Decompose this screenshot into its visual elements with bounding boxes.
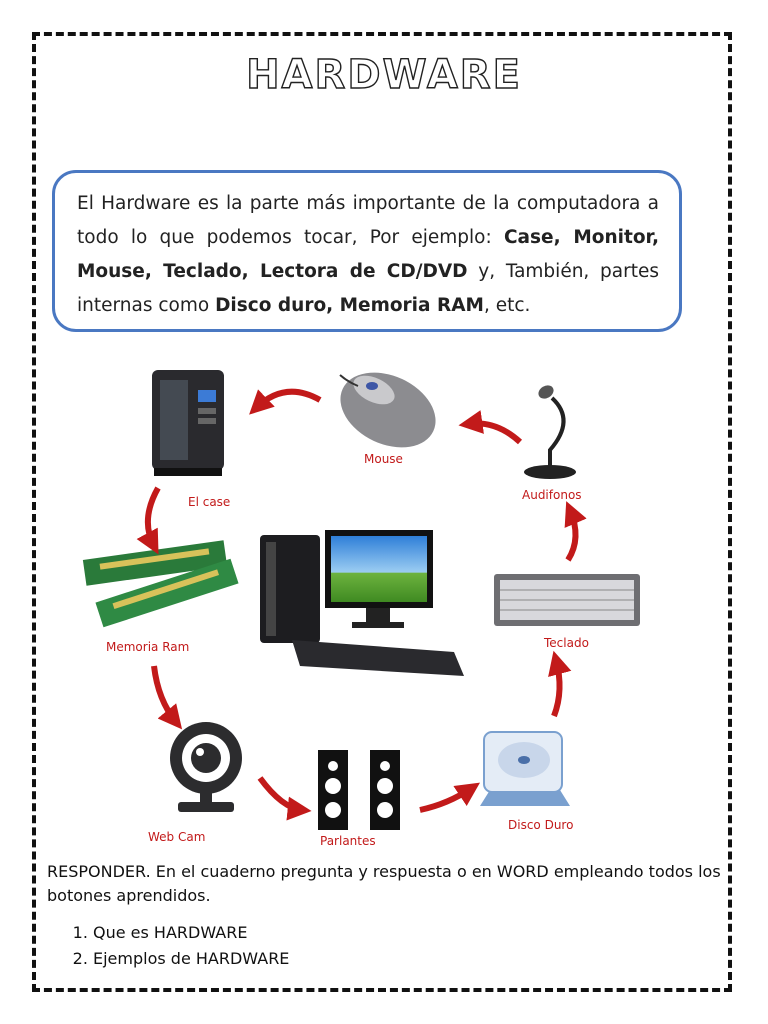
questions-list: [47, 920, 727, 972]
intro-bold-1: Case, Monitor, Mouse, Teclado, Lectora de CD/DVD: [77, 227, 659, 282]
instructions-block: [47, 860, 727, 972]
ram-icon: [83, 540, 239, 627]
case-icon: [152, 370, 224, 476]
question-item: 2. Ejemplos de HARDWARE: [93, 946, 727, 972]
label-parlantes: Parlantes: [320, 834, 376, 848]
intro-text-2: y, También, partes internas como: [77, 261, 659, 316]
label-mouse: Mouse: [364, 452, 403, 466]
page-title: HARDWARE: [246, 52, 522, 98]
label-teclado: Teclado: [544, 636, 589, 650]
question-item: 1. Que es HARDWARE: [93, 920, 727, 946]
intro-box: [52, 170, 682, 332]
label-webcam: Web Cam: [148, 830, 206, 844]
speakers-icon: [318, 750, 400, 830]
intro-text-1: El Hardware es la parte más importante de la computadora a todo lo que podemos tocar, Por ejemplo:: [77, 193, 659, 248]
instructions-text: RESPONDER. En el cuaderno pregunta y respuesta o en WORD empleando todos los botones aprendidos.: [47, 862, 721, 905]
diagram-illustration: [70, 360, 700, 850]
computer-icon: [260, 530, 464, 676]
mouse-icon: [328, 360, 447, 462]
label-audifonos: Audifonos: [522, 488, 582, 502]
microphone-icon: [524, 383, 576, 479]
label-case: El case: [188, 495, 231, 509]
keyboard-icon: [494, 574, 640, 626]
hard-drive-icon: [480, 732, 570, 806]
label-disco-duro: Disco Duro: [508, 818, 574, 832]
intro-bold-2: Disco duro, Memoria RAM: [215, 295, 484, 316]
intro-text-3: , etc.: [483, 295, 531, 316]
hardware-diagram: [70, 360, 700, 850]
webcam-icon: [170, 722, 242, 812]
label-memoria-ram: Memoria Ram: [106, 640, 190, 654]
